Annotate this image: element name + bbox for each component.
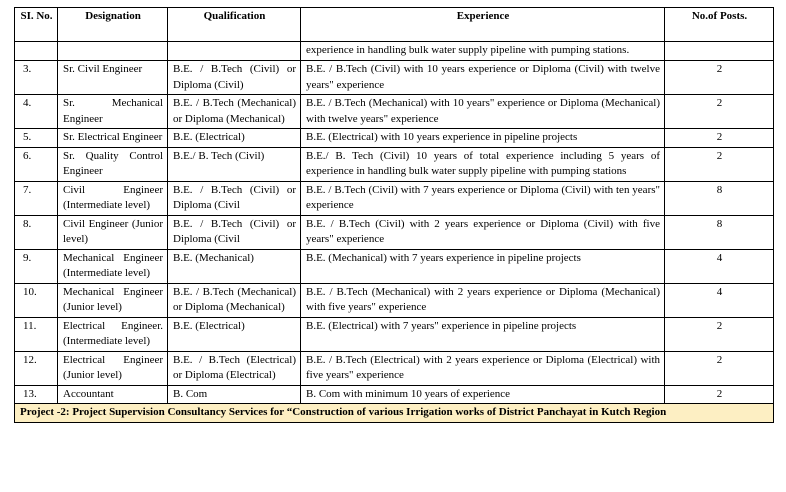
table-row bbox=[15, 95, 774, 129]
cell-sl-no: 11. bbox=[15, 317, 58, 351]
cell-designation: Mechanical Engineer (Intermediate level) bbox=[58, 249, 168, 283]
cell-sl-no: 4. bbox=[15, 95, 58, 129]
header-posts: No.of Posts. bbox=[665, 8, 774, 42]
table-row bbox=[15, 351, 774, 385]
table-row bbox=[15, 283, 774, 317]
header-row bbox=[15, 8, 774, 42]
cell-sl-no: 6. bbox=[15, 147, 58, 181]
cell-experience: B.E. (Electrical) with 7 years" experience in pipeline projects bbox=[301, 317, 665, 351]
cell-posts: 2 bbox=[665, 129, 774, 148]
cell-sl-no: 13. bbox=[15, 385, 58, 404]
table-row bbox=[15, 147, 774, 181]
cell-qualification: B.E. / B.Tech (Mechanical) or Diploma (Mechanical) bbox=[168, 283, 301, 317]
cell-posts: 2 bbox=[665, 147, 774, 181]
cell-experience: B.E. / B.Tech (Civil) with 2 years experience or Diploma (Civil) with five years" experience bbox=[301, 215, 665, 249]
cell-qualification: B.E. / B.Tech (Civil) or Diploma (Civil bbox=[168, 181, 301, 215]
cell-designation: Civil Engineer (Intermediate level) bbox=[58, 181, 168, 215]
cell-posts: 2 bbox=[665, 95, 774, 129]
cell-posts bbox=[665, 42, 774, 61]
recruitment-table bbox=[14, 7, 774, 423]
cell-experience: B.E. / B.Tech (Electrical) with 2 years experience or Diploma (Electrical) with five years" experience bbox=[301, 351, 665, 385]
table-row bbox=[15, 385, 774, 404]
cell-designation: Mechanical Engineer (Junior level) bbox=[58, 283, 168, 317]
table-body bbox=[15, 42, 774, 404]
cell-experience: experience in handling bulk water supply pipeline with pumping stations. bbox=[301, 42, 665, 61]
cell-posts: 4 bbox=[665, 249, 774, 283]
continuation-row bbox=[15, 42, 774, 61]
cell-qualification: B. Com bbox=[168, 385, 301, 404]
cell-sl-no: 8. bbox=[15, 215, 58, 249]
table-row bbox=[15, 181, 774, 215]
cell-experience: B.E. / B.Tech (Civil) with 7 years experience or Diploma (Civil) with ten years" experience bbox=[301, 181, 665, 215]
cell-posts: 8 bbox=[665, 215, 774, 249]
cell-designation: Sr. Electrical Engineer bbox=[58, 129, 168, 148]
header-designation: Designation bbox=[58, 8, 168, 42]
cell-designation: Sr. Quality Control Engineer bbox=[58, 147, 168, 181]
cell-qualification: B.E. / B.Tech (Mechanical) or Diploma (Mechanical) bbox=[168, 95, 301, 129]
header-qualification: Qualification bbox=[168, 8, 301, 42]
cell-posts: 2 bbox=[665, 317, 774, 351]
cell-designation: Accountant bbox=[58, 385, 168, 404]
cell-experience: B.E./ B. Tech (Civil) 10 years of total experience including 5 years of experience in handling bulk water supply pipeline with pumping stations bbox=[301, 147, 665, 181]
cell-designation: Sr. Mechanical Engineer bbox=[58, 95, 168, 129]
cell-qualification: B.E. (Mechanical) bbox=[168, 249, 301, 283]
cell-posts: 8 bbox=[665, 181, 774, 215]
cell-sl-no: 5. bbox=[15, 129, 58, 148]
table-row bbox=[15, 215, 774, 249]
cell-designation: Civil Engineer (Junior level) bbox=[58, 215, 168, 249]
cell-qualification: B.E. / B.Tech (Civil) or Diploma (Civil) bbox=[168, 61, 301, 95]
cell-sl-no bbox=[15, 42, 58, 61]
section-footer-title: Project -2: Project Supervision Consultancy Services for “Construction of various Irrigation works of District Panchayat in Kutch Region bbox=[15, 404, 774, 423]
section-footer-row bbox=[15, 404, 774, 423]
cell-sl-no: 12. bbox=[15, 351, 58, 385]
table-row bbox=[15, 129, 774, 148]
cell-posts: 2 bbox=[665, 61, 774, 95]
cell-sl-no: 9. bbox=[15, 249, 58, 283]
cell-sl-no: 7. bbox=[15, 181, 58, 215]
cell-posts: 2 bbox=[665, 351, 774, 385]
cell-designation bbox=[58, 42, 168, 61]
cell-sl-no: 3. bbox=[15, 61, 58, 95]
table-row bbox=[15, 317, 774, 351]
cell-qualification: B.E. / B.Tech (Electrical) or Diploma (Electrical) bbox=[168, 351, 301, 385]
cell-experience: B.E. / B.Tech (Mechanical) with 10 years" experience or Diploma (Mechanical) with twelve years" experience bbox=[301, 95, 665, 129]
cell-qualification: B.E./ B. Tech (Civil) bbox=[168, 147, 301, 181]
cell-sl-no: 10. bbox=[15, 283, 58, 317]
cell-qualification: B.E. (Electrical) bbox=[168, 317, 301, 351]
cell-qualification bbox=[168, 42, 301, 61]
table-row bbox=[15, 61, 774, 95]
cell-qualification: B.E. (Electrical) bbox=[168, 129, 301, 148]
cell-designation: Sr. Civil Engineer bbox=[58, 61, 168, 95]
cell-experience: B.E. (Electrical) with 10 years experience in pipeline projects bbox=[301, 129, 665, 148]
cell-posts: 2 bbox=[665, 385, 774, 404]
table-row bbox=[15, 249, 774, 283]
cell-designation: Electrical Engineer. (Intermediate level) bbox=[58, 317, 168, 351]
cell-qualification: B.E. / B.Tech (Civil) or Diploma (Civil bbox=[168, 215, 301, 249]
cell-designation: Electrical Engineer (Junior level) bbox=[58, 351, 168, 385]
cell-experience: B.E. (Mechanical) with 7 years experience in pipeline projects bbox=[301, 249, 665, 283]
cell-experience: B.E. / B.Tech (Mechanical) with 2 years experience or Diploma (Mechanical) with five years" experience bbox=[301, 283, 665, 317]
header-experience: Experience bbox=[301, 8, 665, 42]
header-sl-no: SI. No. bbox=[15, 8, 58, 42]
cell-experience: B.E. / B.Tech (Civil) with 10 years experience or Diploma (Civil) with twelve years" experience bbox=[301, 61, 665, 95]
cell-posts: 4 bbox=[665, 283, 774, 317]
cell-experience: B. Com with minimum 10 years of experience bbox=[301, 385, 665, 404]
